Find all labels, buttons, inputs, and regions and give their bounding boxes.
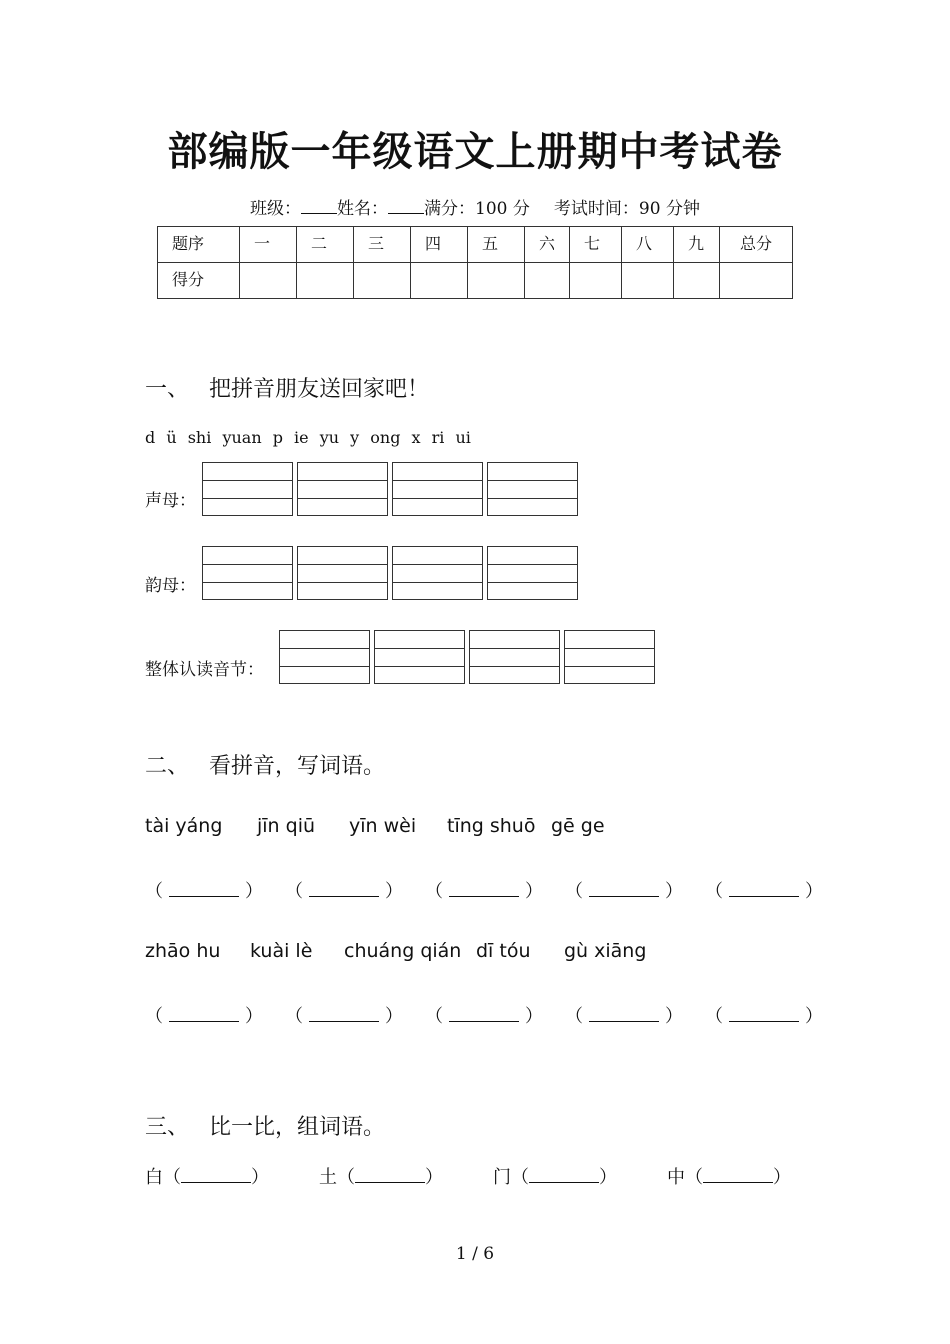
section2-title: 看拼音，写词语。 bbox=[209, 754, 386, 779]
score-table-header bbox=[158, 227, 793, 263]
section3-title: 比一比，组词语。 bbox=[209, 1115, 386, 1140]
shengmu-grid bbox=[202, 462, 578, 516]
score-cell[interactable] bbox=[720, 263, 793, 299]
writing-cell[interactable] bbox=[392, 546, 483, 600]
writing-cell[interactable] bbox=[279, 630, 370, 684]
score-header-cell: 八 bbox=[622, 227, 674, 263]
pinyin-word: gù xiāng bbox=[564, 940, 647, 962]
writing-cell[interactable] bbox=[564, 630, 655, 684]
yunmu-grid bbox=[202, 546, 578, 600]
score-table bbox=[157, 226, 793, 299]
compare-item[interactable]: 白（ ） bbox=[145, 1167, 269, 1188]
writing-cell[interactable] bbox=[392, 462, 483, 516]
score-header-cell: 三 bbox=[354, 227, 411, 263]
section1-heading bbox=[145, 372, 429, 403]
score-header-cell: 一 bbox=[240, 227, 297, 263]
score-cell[interactable] bbox=[674, 263, 720, 299]
section1-title: 把拼音朋友送回家吧！ bbox=[209, 377, 430, 402]
exam-info bbox=[0, 194, 950, 219]
answer-blank[interactable]: （ ） bbox=[705, 1006, 823, 1027]
answer-blank[interactable]: （ ） bbox=[145, 881, 263, 902]
score-cell[interactable] bbox=[411, 263, 468, 299]
name-blank[interactable] bbox=[388, 199, 424, 214]
score-cell[interactable] bbox=[468, 263, 525, 299]
score-cell[interactable] bbox=[354, 263, 411, 299]
score-header-cell: 题序 bbox=[158, 227, 240, 263]
score-cell[interactable] bbox=[570, 263, 622, 299]
score-cell[interactable] bbox=[240, 263, 297, 299]
score-cell[interactable] bbox=[622, 263, 674, 299]
score-header-cell: 六 bbox=[525, 227, 570, 263]
pinyin-word: yīn wèi bbox=[349, 815, 417, 837]
answer-blank[interactable]: （ ） bbox=[145, 1006, 263, 1027]
full-score: 满分：100 分 bbox=[424, 199, 530, 219]
pinyin-word: chuáng qián bbox=[344, 940, 462, 962]
compare-item[interactable]: 门（ ） bbox=[493, 1167, 617, 1188]
compare-item[interactable]: 土（ ） bbox=[319, 1167, 443, 1188]
score-cell[interactable] bbox=[297, 263, 354, 299]
score-header-cell: 五 bbox=[468, 227, 525, 263]
writing-cell[interactable] bbox=[297, 546, 388, 600]
writing-cell[interactable] bbox=[202, 546, 293, 600]
pinyin-row-1 bbox=[145, 815, 605, 837]
writing-cell[interactable] bbox=[469, 630, 560, 684]
class-blank[interactable] bbox=[301, 199, 337, 214]
pinyin-word: zhāo hu bbox=[145, 940, 221, 962]
answer-blank[interactable]: （ ） bbox=[565, 1006, 683, 1027]
writing-cell[interactable] bbox=[202, 462, 293, 516]
pinyin-row-2 bbox=[145, 940, 646, 962]
section2-heading bbox=[145, 749, 385, 780]
section1-pinyin-list: d ü shi yuan p ie yu y ong x ri ui bbox=[145, 428, 471, 447]
class-label: 班级： bbox=[250, 199, 302, 219]
score-table-row bbox=[158, 263, 793, 299]
pinyin-word: dī tóu bbox=[476, 940, 531, 962]
shengmu-label: 声母： bbox=[145, 491, 196, 511]
page-number: 1 / 6 bbox=[455, 1244, 495, 1264]
score-header-cell: 七 bbox=[570, 227, 622, 263]
exam-time: 考试时间：90 分钟 bbox=[553, 199, 700, 219]
score-header-cell: 总分 bbox=[720, 227, 793, 263]
score-header-cell: 四 bbox=[411, 227, 468, 263]
pinyin-word: tīng shuō bbox=[447, 815, 536, 837]
name-label: 姓名： bbox=[337, 199, 389, 219]
pinyin-word: jīn qiū bbox=[257, 815, 316, 837]
zhengti-grid bbox=[279, 630, 655, 684]
answer-blank[interactable]: （ ） bbox=[285, 881, 403, 902]
yunmu-label: 韵母： bbox=[145, 576, 196, 596]
writing-cell[interactable] bbox=[297, 462, 388, 516]
writing-cell[interactable] bbox=[487, 462, 578, 516]
score-row-label: 得分 bbox=[158, 263, 240, 299]
answer-blank[interactable]: （ ） bbox=[705, 881, 823, 902]
pinyin-word: kuài lè bbox=[250, 940, 313, 962]
answer-row-1 bbox=[145, 877, 845, 903]
section1-number: 一、 bbox=[145, 377, 190, 402]
page-title: 部编版一年级语文上册期中考试卷 bbox=[167, 128, 783, 175]
compare-item[interactable]: 中（ ） bbox=[667, 1167, 791, 1188]
score-header-cell: 二 bbox=[297, 227, 354, 263]
section3-heading bbox=[145, 1110, 385, 1141]
pinyin-word: gē ge bbox=[551, 815, 605, 837]
writing-cell[interactable] bbox=[374, 630, 465, 684]
zhengti-label: 整体认读音节： bbox=[145, 660, 264, 680]
pinyin-word: tài yáng bbox=[145, 815, 223, 837]
answer-blank[interactable]: （ ） bbox=[425, 1006, 543, 1027]
section2-number: 二、 bbox=[145, 754, 190, 779]
answer-row-2 bbox=[145, 1002, 845, 1028]
score-cell[interactable] bbox=[525, 263, 570, 299]
compare-row bbox=[145, 1163, 841, 1189]
writing-cell[interactable] bbox=[487, 546, 578, 600]
answer-blank[interactable]: （ ） bbox=[285, 1006, 403, 1027]
score-header-cell: 九 bbox=[674, 227, 720, 263]
answer-blank[interactable]: （ ） bbox=[425, 881, 543, 902]
answer-blank[interactable]: （ ） bbox=[565, 881, 683, 902]
section3-number: 三、 bbox=[145, 1115, 190, 1140]
